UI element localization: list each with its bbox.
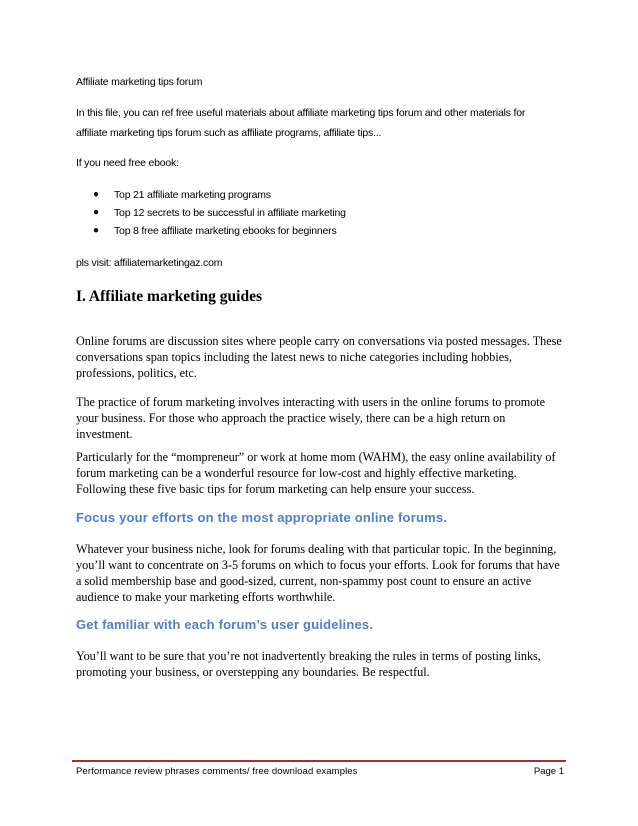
footer-text: Performance review phrases comments/ free download examples xyxy=(76,766,358,777)
paragraph-focus: Whatever your business niche, look for forums dealing with that particular topic. In the beginning, you’ll want to concentrate on 3-5 forums on which to focus your efforts. Look for forums that have a solid membership base and good-sized, current, non-spammy post count to ensure an active audience to make your marketing efforts worthwhile. xyxy=(76,542,560,604)
list-item: ● Top 12 secrets to be successful in affiliate marketing xyxy=(76,204,564,222)
visit-link-text: pls visit: affiliatemarketingaz.com xyxy=(76,257,223,269)
doc-title: Affiliate marketing tips forum xyxy=(76,76,203,88)
paragraph-3: Particularly for the “mompreneur” or work at home mom (WAHM), the easy online availability of forum marketing can be a wonderful resource for low-cost and highly effective marketing. Following these five basic tips for forum marketing can help ensure your success. xyxy=(76,450,556,496)
bullet-icon: ● xyxy=(93,225,99,236)
paragraph-guidelines: You’ll want to be sure that you’re not inadvertently breaking the rules in terms of posting links, promoting your business, or overstepping any boundaries. Be respectful. xyxy=(76,649,541,679)
subheading-focus: Focus your efforts on the most appropriate online forums. xyxy=(76,510,448,525)
intro-line-2: affiliate marketing tips forum such as affiliate programs, affiliate tips... xyxy=(76,127,382,139)
footer-divider xyxy=(72,760,566,762)
bullet-icon: ● xyxy=(93,189,99,200)
intro-line-1: In this file, you can ref free useful materials about affiliate marketing tips forum and other materials for xyxy=(76,107,526,119)
intro-paragraph xyxy=(76,103,576,143)
page-number: Page 1 xyxy=(533,766,564,777)
ebook-list xyxy=(76,186,564,240)
section-heading: I. Affiliate marketing guides xyxy=(76,288,262,305)
ebook-label: If you need free ebook: xyxy=(76,157,179,169)
bullet-icon: ● xyxy=(93,207,99,218)
paragraph-1: Online forums are discussion sites where people carry on conversations via posted messages. These conversations span topics including the latest news to niche categories including hobbies, professions, politics, etc. xyxy=(76,334,562,380)
subheading-guidelines: Get familiar with each forum’s user guidelines. xyxy=(76,617,374,632)
list-item: ● Top 8 free affiliate marketing ebooks for beginners xyxy=(76,222,564,240)
paragraph-2: The practice of forum marketing involves interacting with users in the online forums to promote your business. For those who approach the practice wisely, there can be a high return on investment. xyxy=(76,395,546,441)
list-item: ● Top 21 affiliate marketing programs xyxy=(76,186,564,204)
